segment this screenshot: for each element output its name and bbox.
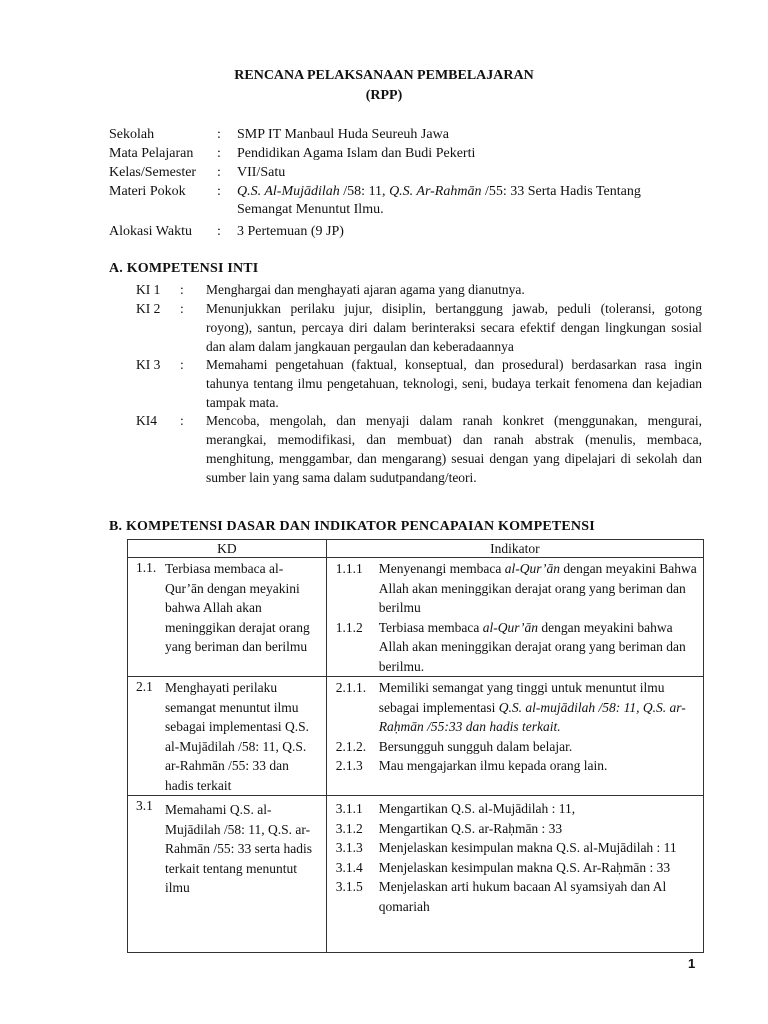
indicator-number: 1.1.1 xyxy=(335,561,363,576)
indicator-text: Mengartikan Q.S. al-Mujādilah : 11, xyxy=(378,801,576,816)
indicator-text: Menjelaskan arti hukum bacaan Al syamsiyah dan Al qomariah xyxy=(378,879,667,914)
meta-colon: : xyxy=(217,127,221,142)
meta-value: Q.S. Al-Mujādilah /58: 11, Q.S. Ar-Rahmān /55: 33 Serta Hadis Tentang Semangat Menuntut Ilmu. xyxy=(237,184,641,217)
kd-indicator-table xyxy=(127,539,704,953)
indicator-item xyxy=(327,858,703,878)
meta-label: Alokasi Waktu xyxy=(109,224,192,239)
column-header-indikator: Indikator xyxy=(326,540,703,558)
indicator-item xyxy=(327,618,703,677)
ki-label: KI4 xyxy=(136,413,157,428)
column-header-kd: KD xyxy=(128,540,327,558)
ki-text: Mencoba, mengolah, dan menyaji dalam ranah konkret (menggunakan, mengurai, merangkai, memodifikasi, dan membuat) dan ranah abstrak (menulis, membaca, menghitung, menggambar, dan mengarang) sesuai dengan yang dipelajari di sekolah dan sumber lain yang sama dalam sudutpandang/teori. xyxy=(206,413,702,485)
ki-colon: : xyxy=(180,413,184,428)
meta-colon: : xyxy=(217,146,221,161)
indicator-item xyxy=(327,799,703,819)
meta-value: SMP IT Manbaul Huda Seureuh Jawa xyxy=(237,127,449,142)
indicator-text: Menjelaskan kesimpulan makna Q.S. Ar-Raḥmān : 33 xyxy=(378,859,671,875)
indicator-text: Menjelaskan kesimpulan makna Q.S. al-Mujādilah : 11 xyxy=(378,840,677,855)
ki-colon: : xyxy=(180,301,184,316)
indicator-number: 3.1.1 xyxy=(335,801,363,816)
indicator-number: 3.1.2 xyxy=(335,820,363,836)
kd-number: 2.1 xyxy=(136,679,153,694)
ki-text: Memahami pengetahuan (faktual, konseptual, dan prosedural) berdasarkan rasa ingin tahunya tentang ilmu pengetahuan, teknologi, seni, budaya terkait fenomena dan kejadian tampak mata. xyxy=(206,357,702,410)
meta-label: Materi Pokok xyxy=(109,184,186,199)
indicator-item xyxy=(327,819,703,839)
indicator-number: 3.1.3 xyxy=(335,840,363,855)
indicator-item xyxy=(327,877,703,916)
meta-value: Pendidikan Agama Islam dan Budi Pekerti xyxy=(237,146,476,161)
ki-label: KI 2 xyxy=(136,301,161,316)
meta-label: Mata Pelajaran xyxy=(109,146,194,161)
indicator-item xyxy=(327,838,703,858)
section-b-heading: B. KOMPETENSI DASAR DAN INDIKATOR PENCAPAIAN KOMPETENSI xyxy=(109,519,595,534)
indicator-item xyxy=(327,559,703,618)
ki-colon: : xyxy=(180,357,184,372)
indicator-text: Mengartikan Q.S. ar-Raḥmān : 33 xyxy=(378,820,563,836)
table-row xyxy=(128,796,704,953)
indicator-number: 2.1.3 xyxy=(335,758,363,773)
indicator-item xyxy=(327,756,703,776)
meta-label: Sekolah xyxy=(109,127,155,142)
meta-colon: : xyxy=(217,165,221,180)
indicator-number: 3.1.5 xyxy=(335,879,363,894)
indicator-number: 1.1.2 xyxy=(335,619,363,635)
meta-value: 3 Pertemuan (9 JP) xyxy=(237,224,344,239)
document-subtitle: (RPP) xyxy=(365,88,403,103)
indicator-cell xyxy=(326,796,703,953)
table-row xyxy=(128,677,704,796)
meta-value: VII/Satu xyxy=(237,165,286,180)
indicator-number: 2.1.1. xyxy=(335,680,367,695)
indicator-text: Terbiasa membaca al-Qur’ān dengan meyakini bahwa Allah akan meninggikan derajat orang yang beriman dan berilmu. xyxy=(378,619,686,674)
kd-cell xyxy=(128,558,327,677)
ki-colon: : xyxy=(180,282,184,297)
kd-number: 1.1. xyxy=(136,560,157,575)
indicator-number: 3.1.4 xyxy=(335,859,363,875)
indicator-cell xyxy=(326,558,703,677)
ki-text: Menghargai dan menghayati ajaran agama yang dianutnya. xyxy=(206,282,525,297)
document-title: RENCANA PELAKSANAAN PEMBELAJARAN xyxy=(234,68,534,83)
kd-cell xyxy=(128,677,327,796)
section-a-heading: A. KOMPETENSI INTI xyxy=(109,261,259,276)
kd-text: Menghayati perilaku semangat menuntut ilmu sebagai implementasi Q.S. al-Mujādilah /58: 11, Q.S. ar-Rahmān /55: 33 dan hadis terkait xyxy=(165,680,309,793)
ki-label: KI 3 xyxy=(136,357,161,372)
kd-text: Memahami Q.S. al-Mujādilah /58: 11, Q.S. ar-Rahmān /55: 33 serta hadis terkait tentang menuntut ilmu xyxy=(165,802,312,895)
meta-colon: : xyxy=(217,184,221,199)
ki-text: Menunjukkan perilaku jujur, disiplin, bertanggung jawab, peduli (toleransi, gotong royong), santun, percaya diri dalam berinteraksi secara efektif dengan lingkungan sosial dan alam dalam jangkauan pergaulan dan keberadaannya xyxy=(206,301,702,354)
indicator-number: 2.1.2. xyxy=(335,738,367,754)
page-number: 1 xyxy=(688,956,696,971)
kd-text: Terbiasa membaca al-Qur’ān dengan meyakini bahwa Allah akan meninggikan derajat orang yang beriman dan berilmu xyxy=(165,561,310,654)
indicator-item xyxy=(327,678,703,737)
table-header-row xyxy=(128,540,704,558)
ki-label: KI 1 xyxy=(136,282,161,297)
table-row xyxy=(128,558,704,677)
indicator-cell xyxy=(326,677,703,796)
meta-label: Kelas/Semester xyxy=(109,165,197,180)
indicator-text: Memiliki semangat yang tinggi untuk menuntut ilmu sebagai implementasi Q.S. al-mujādilah /58: 11, Q.S. ar-Raḥmān /55:33 dan hadis terkait. xyxy=(378,680,686,734)
indicator-text: Menyenangi membaca al-Qur’ān dengan meyakini Bahwa Allah akan meninggikan derajat orang yang beriman dan berilmu xyxy=(378,561,697,615)
kd-number: 3.1 xyxy=(136,798,153,813)
indicator-text: Bersungguh sungguh dalam belajar. xyxy=(378,738,573,754)
kd-cell xyxy=(128,796,327,953)
indicator-text: Mau mengajarkan ilmu kepada orang lain. xyxy=(378,758,608,773)
indicator-item xyxy=(327,737,703,757)
meta-colon: : xyxy=(217,224,221,239)
